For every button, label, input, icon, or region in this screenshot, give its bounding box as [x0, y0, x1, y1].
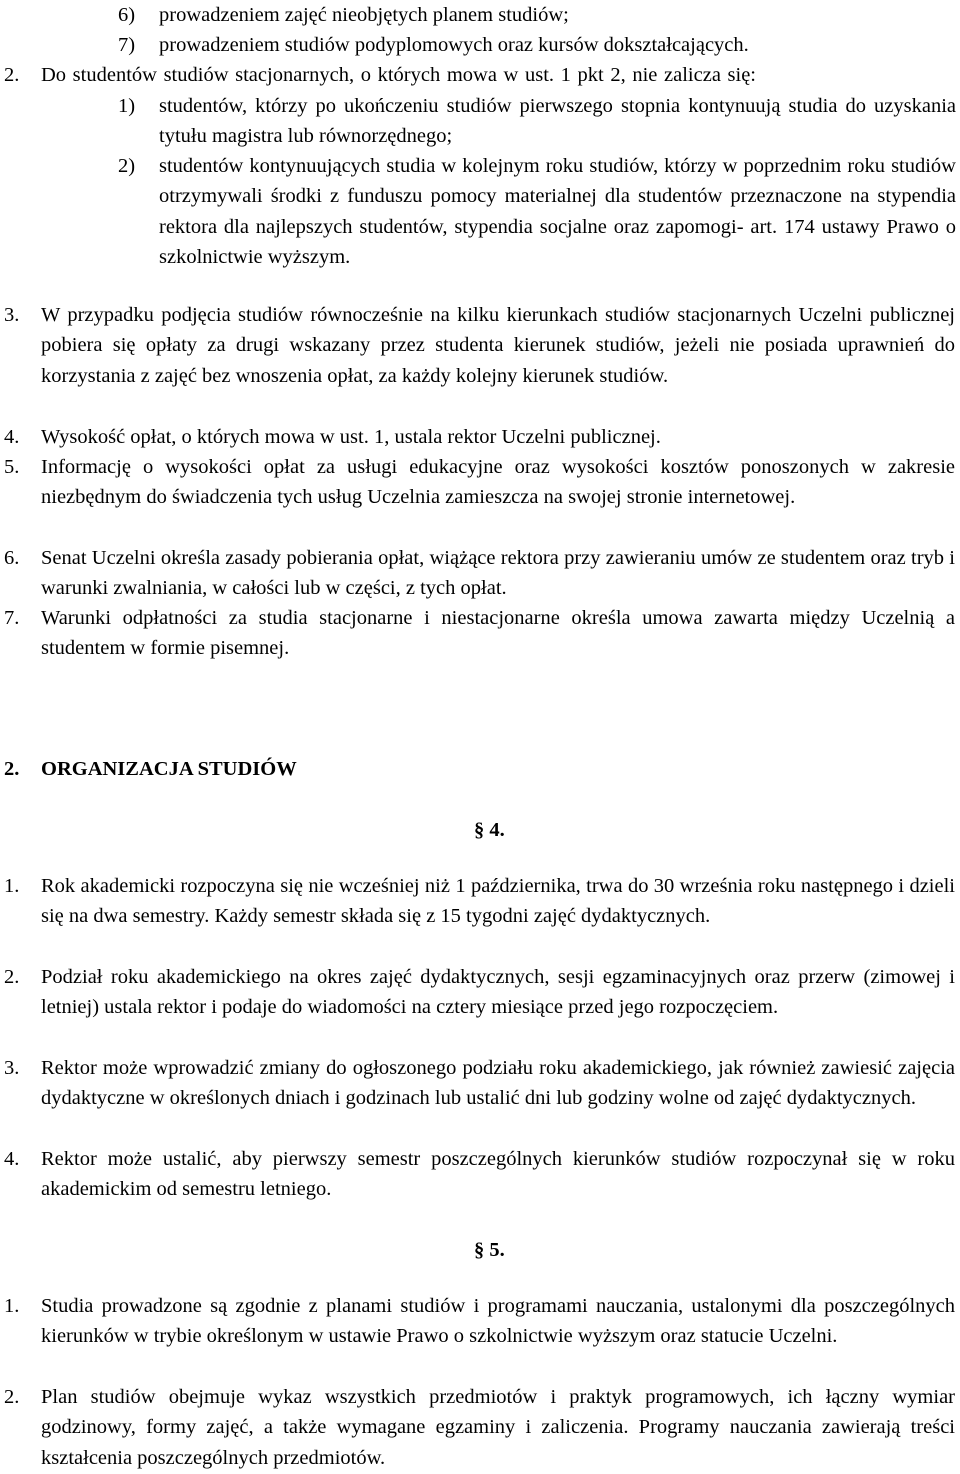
paragraph-number: 3. — [4, 1057, 20, 1079]
paragraph-number: 3. — [4, 304, 20, 326]
paragraph-number: 4. — [4, 1148, 20, 1170]
list-item-number: 6) — [118, 4, 136, 26]
paragraph-number: 5. — [4, 456, 20, 478]
paragraph-text: Wysokość opłat, o których mowa w ust. 1, ustala rektor Uczelni publicznej. — [41, 426, 661, 448]
paragraph-text: Informację o wysokości opłat za usługi edukacyjne oraz wysokości kosztów ponoszonych w zakresie niezbędnym do świadczenia tych usług Uczelnia zamieszcza na swojej stronie internetowej. — [41, 456, 955, 509]
paragraph-number: 2. — [4, 966, 20, 988]
paragraph-text: W przypadku podjęcia studiów równocześnie na kilku kierunkach studiów stacjonarnych Uczelni publicznej pobiera się opłaty za drugi wskazany przez studenta kierunek studiów, jeżeli nie posiada uprawnień do korzystania z zajęć bez wnoszenia opłat, za każdy kolejny kierunek studiów. — [41, 304, 955, 387]
list-item-text: prowadzeniem studiów podyplomowych oraz kursów dokształcających. — [159, 34, 749, 56]
section-heading: § 4. — [474, 819, 505, 841]
paragraph-number: 2. — [4, 64, 20, 86]
chapter-title: ORGANIZACJA STUDIÓW — [41, 758, 297, 780]
chapter-number: 2. — [4, 758, 20, 780]
paragraph-number: 1. — [4, 875, 20, 897]
paragraph-text: Rektor może wprowadzić zmiany do ogłoszonego podziału roku akademickiego, jak również zawiesić zajęcia dydaktyczne w określonych dniach i godzinach lub ustalić dni lub godziny wolne od zajęć dydaktycznych. — [41, 1057, 955, 1110]
list-item-text: studentów kontynuujących studia w kolejnym roku studiów, którzy w poprzednim roku studiów otrzymywali środki z funduszu pomocy materialnej dla studentów przeznaczone na stypendia rektora dla najlepszych studentów, stypendia socjalne oraz zapomogi- art. 174 ustawy Prawo o szkolnictwie wyższym. — [159, 155, 956, 269]
list-item-text: prowadzeniem zajęć nieobjętych planem studiów; — [159, 4, 569, 26]
list-item-number: 7) — [118, 34, 136, 56]
list-item-text: studentów, którzy po ukończeniu studiów pierwszego stopnia kontynuują studia do uzyskania tytułu magistra lub równorzędnego; — [159, 95, 956, 148]
paragraph-text: Rok akademicki rozpoczyna się nie wcześniej niż 1 października, trwa do 30 września roku następnego i dzieli się na dwa semestry. Każdy semestr składa się z 15 tygodni zajęć dydaktycznych. — [41, 875, 955, 928]
list-item-number: 1) — [118, 95, 136, 117]
paragraph-item — [0, 60, 960, 90]
paragraph-text: Do studentów studiów stacjonarnych, o których mowa w ust. 1 pkt 2, nie zalicza się: — [41, 64, 757, 86]
paragraph-number: 4. — [4, 426, 20, 448]
paragraph-text: Studia prowadzone są zgodnie z planami studiów i programami nauczania, ustalonymi dla poszczególnych kierunków w trybie określonym w ustawie Prawo o szkolnictwie wyższym oraz statucie Uczelni. — [41, 1295, 955, 1348]
paragraph-number: 1. — [4, 1295, 20, 1317]
section-heading: § 5. — [474, 1239, 505, 1261]
paragraph-text: Podział roku akademickiego na okres zajęć dydaktycznych, sesji egzaminacyjnych oraz przerw (zimowej i letniej) ustala rektor i podaje do wiadomości na cztery miesiące przed jego rozpoczęciem. — [41, 966, 955, 1019]
paragraph-text: Senat Uczelni określa zasady pobierania opłat, wiążące rektora przy zawieraniu umów ze studentem oraz tryb i warunki zwalniania, w całości lub w części, z tych opłat. — [41, 547, 955, 600]
paragraph-number: 6. — [4, 547, 20, 569]
paragraph-number: 7. — [4, 607, 20, 629]
paragraph-text: Rektor może ustalić, aby pierwszy semestr poszczególnych kierunków studiów rozpoczynał się w roku akademickim od semestru letniego. — [41, 1148, 955, 1201]
paragraph-text: Warunki odpłatności za studia stacjonarne i niestacjonarne określa umowa zawarta między Uczelnią a studentem w formie pisemnej. — [41, 607, 955, 660]
paragraph-text: Plan studiów obejmuje wykaz wszystkich przedmiotów i praktyk programowych, ich łączny wymiar godzinowy, formy zajęć, a także wymagane egzaminy i zaliczenia. Programy nauczania zawierają treści kształcenia poszczególnych przedmiotów. — [41, 1386, 955, 1469]
list-item-number: 2) — [118, 155, 136, 177]
paragraph-number: 2. — [4, 1386, 20, 1408]
